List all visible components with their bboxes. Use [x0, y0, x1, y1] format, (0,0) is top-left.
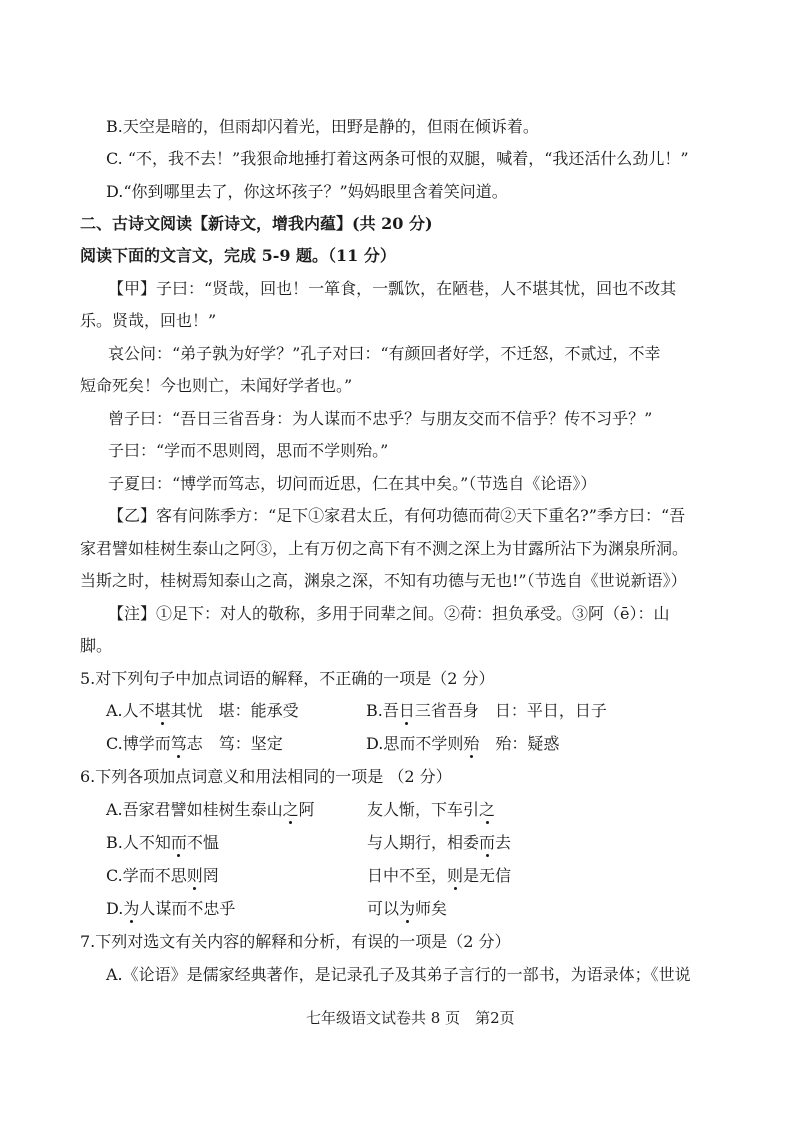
passage-yi-line: 【乙】客有问陈季方：“足下①家君太丘，有何功德而荷②天下重名?”季方曰：“吾	[108, 506, 686, 525]
passage-jia-line: 【甲】子曰：“贤哉，回也！一箪食，一瓢饮，在陋巷，人不堪其忧，回也不改其	[108, 279, 677, 298]
q6-option-d-right: 可以为师矣	[367, 899, 448, 918]
passage-note: 脚。	[80, 636, 113, 655]
passage-jia-line: 哀公问：“弟子孰为好学？”孔子对曰：“有颜回者好学，不迁怒，不贰过，不幸	[108, 344, 661, 363]
dotted-word: 而	[170, 833, 187, 852]
q6-option-b-left: B.人不知而不愠	[106, 833, 219, 852]
q6-option-b-right: 与人期行，相委而去	[367, 833, 512, 852]
q5-option-c: C.博学而笃志 笃：坚定	[106, 734, 283, 753]
passage-jia-line: 子曰：“学而不思则罔，思而不学则殆。”	[108, 441, 389, 460]
dotted-word: 则	[186, 866, 203, 885]
dotted-word: 之	[282, 800, 299, 819]
q7-stem: 7.下列对选文有关内容的解释和分析，有误的一项是（2 分）	[80, 932, 511, 951]
section-heading: 二、古诗文阅读【新诗文，增我内蕴】(共 20 分)	[80, 214, 433, 233]
q7-option-a: A.《论语》是儒家经典著作，是记录孔子及其弟子言行的一部书，为语录体；《世说	[106, 965, 691, 984]
dotted-word: 为	[399, 899, 416, 918]
dotted-word: 日	[398, 701, 415, 720]
passage-yi-line: 家君譬如桂树生泰山之阿③，上有万仞之高下有不测之深上为甘露所沾下为渊泉所洞。	[80, 539, 689, 558]
q6-option-d-left: D.为人谋而不忠乎	[106, 899, 236, 918]
q4-option-c: C. “不，我不去！”我狠命地捶打着这两条可恨的双腿，喊着，“我还活什么劲儿！”	[106, 149, 689, 168]
q4-option-b: B.天空是暗的，但雨却闪着光，田野是静的，但雨在倾诉着。	[106, 117, 539, 136]
q6-option-a-right: 友人惭，下车引之	[367, 800, 496, 819]
dotted-word: 笃	[170, 734, 187, 753]
q5-option-d: D.思而不学则殆 殆：疑惑	[366, 734, 560, 753]
passage-jia-line: 曾子曰：“吾日三省吾身：为人谋而不忠乎？与朋友交而不信乎？传不习乎？”	[108, 409, 653, 428]
passage-jia-line: 子夏曰：“博学而笃志，切问而近思，仁在其中矣。”（节选自《论语》）	[108, 474, 597, 493]
q6-option-c-left: C.学而不思则罔	[106, 866, 219, 885]
reading-instruction: 阅读下面的文言文，完成 5-9 题。（11 分）	[80, 246, 396, 265]
q5-option-a: A.人不堪其忧 堪：能承受	[106, 701, 299, 720]
passage-note: 【注】①足下：对人的敬称，多用于同辈之间。②荷：担负承受。③阿（ē）：山	[108, 604, 670, 623]
dotted-word: 之	[479, 800, 496, 819]
q5-option-b: B.吾日三省吾身 日：平日，日子	[366, 701, 607, 720]
q6-stem: 6.下列各项加点词意义和用法相同的一项是 （2 分）	[80, 767, 452, 786]
q6-option-c-right: 日中不至，则是无信	[367, 866, 512, 885]
passage-jia-line: 短命死矣！今也则亡，未闻好学者也。”	[80, 376, 353, 395]
q5-stem: 5.对下列句子中加点词语的解释，不正确的一项是（2 分）	[80, 669, 495, 688]
dotted-word: 则	[447, 866, 464, 885]
dotted-word: 殆	[463, 734, 480, 753]
dotted-word: 堪	[154, 701, 171, 720]
q6-option-a-left: A.吾家君譬如桂树生泰山之阿	[106, 800, 315, 819]
dotted-word: 为	[123, 899, 140, 918]
page-footer: 七年级语文试卷共 8 页 第2页	[306, 1009, 515, 1027]
dotted-word: 而	[479, 833, 496, 852]
q4-option-d: D.“你到哪里去了，你这坏孩子？”妈妈眼里含着笑问道。	[106, 182, 508, 201]
passage-yi-line: 当斯之时，桂树焉知泰山之高，渊泉之深，不知有功德与无也!”（节选自《世说新语》）	[80, 571, 687, 590]
passage-jia-line: 乐。贤哉，回也！”	[80, 311, 217, 330]
